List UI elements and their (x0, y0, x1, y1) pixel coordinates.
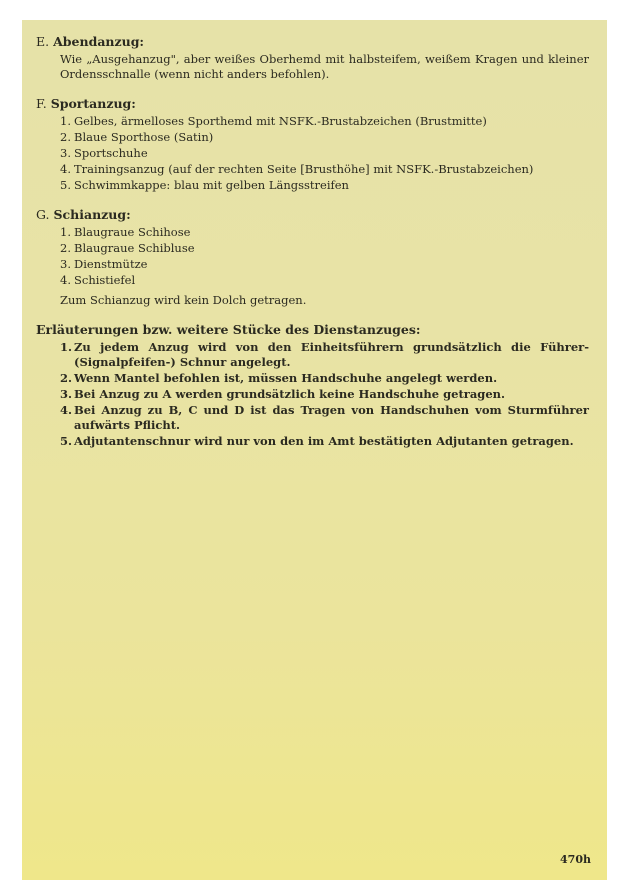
section-e (36, 34, 589, 82)
document-page (22, 20, 607, 880)
list-item: 1. Zu jedem Anzug wird von den Einheitsführern grundsätzlich die Führer-(Signalpfeifen-) Schnur angelegt. (60, 340, 589, 369)
section-e-text: Wie „Ausgehanzug", aber weißes Oberhemd mit halbsteifem, weißem Kragen und kleiner Ordensschnalle (wenn nicht anders befohlen). (60, 52, 589, 81)
list-item: 2. Blaue Sporthose (Satin) (60, 130, 214, 144)
list-item: 1. Blaugraue Schihose (60, 225, 191, 239)
list-item: 1. Gelbes, ärmelloses Sporthemd mit NSFK.-Brustabzeichen (Brustmitte) (60, 114, 487, 128)
page-number: 470h (560, 853, 591, 866)
section-notes-list (36, 340, 589, 449)
list-item: 5. Adjutantenschnur wird nur von den im Amt bestätigten Adjutanten getragen. (60, 434, 574, 448)
section-g (36, 207, 589, 308)
list-item: 3. Dienstmütze (60, 257, 148, 271)
section-notes (36, 322, 589, 449)
section-g-list (36, 225, 589, 288)
section-f-list (36, 114, 589, 193)
section-e-letter: E. (36, 34, 50, 49)
list-item: 4. Schistiefel (60, 273, 136, 287)
list-item: 4. Bei Anzug zu B, C und D ist das Tragen von Handschuhen vom Sturmführer aufwärts Pflicht. (60, 403, 589, 432)
section-e-title: Abendanzug: (53, 34, 145, 49)
section-notes-title: Erläuterungen bzw. weitere Stücke des Dienstanzuges: (36, 322, 421, 337)
section-e-heading (36, 34, 589, 50)
list-item: 5. Schwimmkappe: blau mit gelben Längsstreifen (60, 178, 349, 192)
list-item: 2. Wenn Mantel befohlen ist, müssen Handschuhe angelegt werden. (60, 371, 498, 385)
section-g-note: Zum Schianzug wird kein Dolch getragen. (60, 293, 307, 307)
list-item: 2. Blaugraue Schibluse (60, 241, 195, 255)
section-g-heading (36, 207, 589, 223)
section-g-letter: G. (36, 207, 50, 222)
list-item: 3. Bei Anzug zu A werden grundsätzlich keine Handschuhe getragen. (60, 387, 506, 401)
list-item: 4. Trainingsanzug (auf der rechten Seite [Brusthöhe] mit NSFK.-Brustabzeichen) (60, 162, 534, 176)
section-f-title: Sportanzug: (50, 96, 136, 111)
section-f-heading (36, 96, 589, 112)
section-f (36, 96, 589, 193)
list-item: 3. Sportschuhe (60, 146, 148, 160)
section-f-letter: F. (36, 96, 47, 111)
section-g-title: Schianzug: (53, 207, 131, 222)
